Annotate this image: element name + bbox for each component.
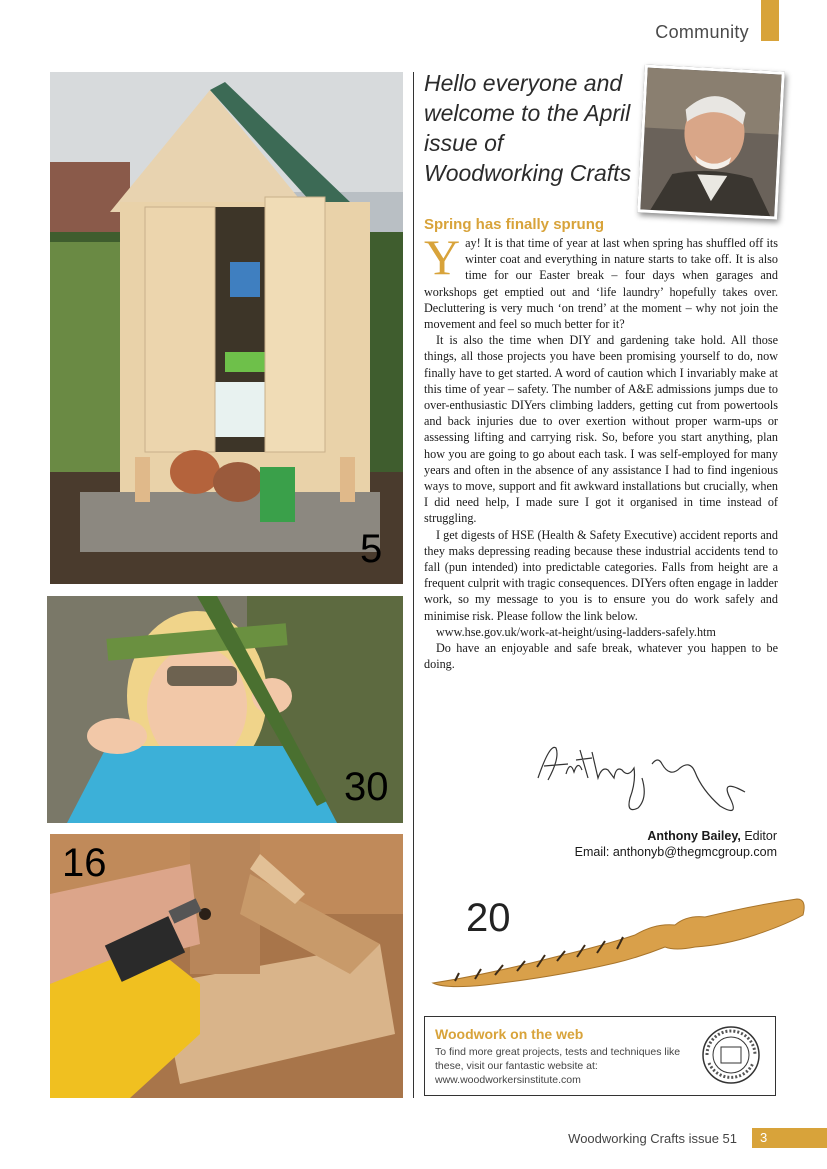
photo-number-30: 30	[344, 765, 389, 809]
editor-portrait	[637, 64, 785, 219]
editor-signature	[530, 738, 770, 820]
photo-shed	[50, 72, 403, 584]
paragraph-1: Yay! It is that time of year at last when spring has shuffled off its winter coat and everything in nature starts to take off. It is also time for our Easter break – four days when garages and workshops get emptied out and ‘life laundry’ hopefully takes over. Decluttering is very much ‘on trend’ at the moment – why not join the movement and feel so much better for it?	[424, 229, 778, 332]
column-divider	[413, 72, 414, 1098]
photo-number-20: 20	[466, 896, 511, 940]
subhead: Spring has finally sprung	[424, 216, 605, 233]
web-info-box	[424, 1016, 776, 1096]
photo-drill	[50, 834, 403, 1098]
website-link[interactable]: www.woodworkersinstitute.com	[435, 1074, 581, 1086]
page-number: 3	[760, 1130, 768, 1145]
header-accent-bar	[761, 0, 779, 41]
photo-child	[47, 596, 403, 823]
footer-magazine: Woodworking Crafts issue 51	[568, 1131, 737, 1146]
editor-name: Anthony Bailey, Editor	[647, 829, 777, 843]
safety-link[interactable]: www.hse.gov.uk/work-at-height/using-ladders-safely.htm	[436, 624, 716, 639]
welcome-heading: Hello everyone and welcome to the April issue of Woodworking Crafts	[424, 70, 632, 186]
editorial-body	[424, 229, 778, 672]
photo-number-5: 5	[360, 527, 383, 571]
web-box-text: To find more great projects, tests and techniques like these, visit our fantastic website at: www.woodworkersinstitute.com	[435, 1045, 705, 1087]
paragraph-3: I get digests of HSE (Health & Safety Executive) accident reports and they maks depressing reading because these industrial accidents tend to fall (pun intended) into predictable categories. Falls from height are a frequent culprit with tragic consequences. DIYers often engage in ladder work, so my message to you is to ensure you do work safely and minimise risk. Please follow the link below.	[424, 527, 778, 623]
woodworkers-institute-seal	[701, 1025, 761, 1085]
web-box-title: Woodwork on the web	[435, 1026, 584, 1042]
photo-number-16: 16	[62, 841, 107, 885]
drop-cap: Y	[424, 229, 461, 285]
footer-page-bar	[752, 1128, 827, 1148]
section-label: Community	[655, 22, 749, 42]
paragraph-2: It is also the time when DIY and gardening take hold. All those things, all those projects you have been promising yourself to do, now finally have to get started. A word of caution which I invariably make at this time of year – safety. The number of A&E admissions jumps due to over-enthusiastic DIYers climbing ladders, getting cut from powertools and back injuries due to over exertion without proper warm-ups or assessing lifting and carrying risk. So, before you start anything, plan how you are going to go about each task. I was self-employed for many years and often in the absence of any assistance I had to find ingenious ways to move, support and fit awkward installations but crucially, when I did need help, I made sure I got it organised in time instead of struggling.	[424, 333, 778, 526]
paragraph-4: Do have an enjoyable and safe break, whatever you happen to be doing.	[424, 641, 778, 672]
editor-email[interactable]: Email: anthonyb@thegmcgroup.com	[574, 845, 777, 859]
